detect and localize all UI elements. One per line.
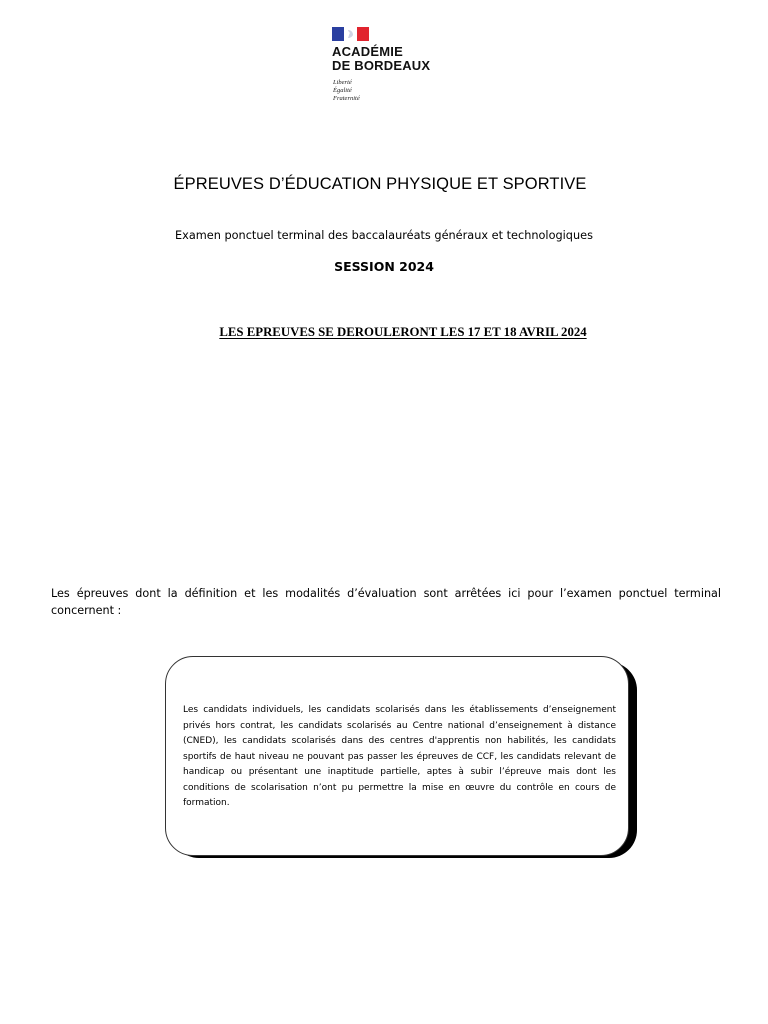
academie-name-line1: ACADÉMIE (332, 44, 403, 59)
motto-fraternite: Fraternité (333, 95, 360, 102)
session-label: SESSION 2024 (334, 259, 434, 274)
republic-motto (333, 79, 360, 103)
page-title: ÉPREUVES D’ÉDUCATION PHYSIQUE ET SPORTIVE (173, 175, 587, 193)
french-flag-icon (332, 27, 369, 41)
exam-dates-heading (0, 325, 768, 340)
academie-name (332, 45, 430, 73)
motto-liberte: Liberté (333, 79, 352, 86)
academie-name-line2: DE BORDEAUX (332, 58, 431, 73)
motto-egalite: Égalité (333, 87, 352, 94)
candidates-box-text: Les candidats individuels, les candidats scolarisés dans les établissements d’enseignement privés hors contrat, les candidats scolarisés au Centre national d’enseignement à distance (CNED), les candidats scolarisés dans des centres d'apprentis non habilités, les candidats sportifs de haut niveau ne pouvant pas passer les épreuves de CCF, les candidats relevant de handicap ou présentant une inaptitude partielle, aptes à subir l’épreuve mais dont les conditions de scolarisation n’ont pu permettre la mise en œuvre du contrôle en cours de formation. (183, 705, 616, 808)
intro-paragraph: Les épreuves dont la définition et les modalités d’évaluation sont arrêtées ici pour l’examen ponctuel terminal concernent : (51, 587, 721, 617)
exam-subtitle: Examen ponctuel terminal des baccalauréats généraux et technologiques (175, 229, 593, 242)
exam-dates-text: LES EPREUVES SE DEROULERONT LES 17 ET 18 AVRIL 2024 (219, 325, 587, 339)
academie-logo (332, 27, 462, 109)
